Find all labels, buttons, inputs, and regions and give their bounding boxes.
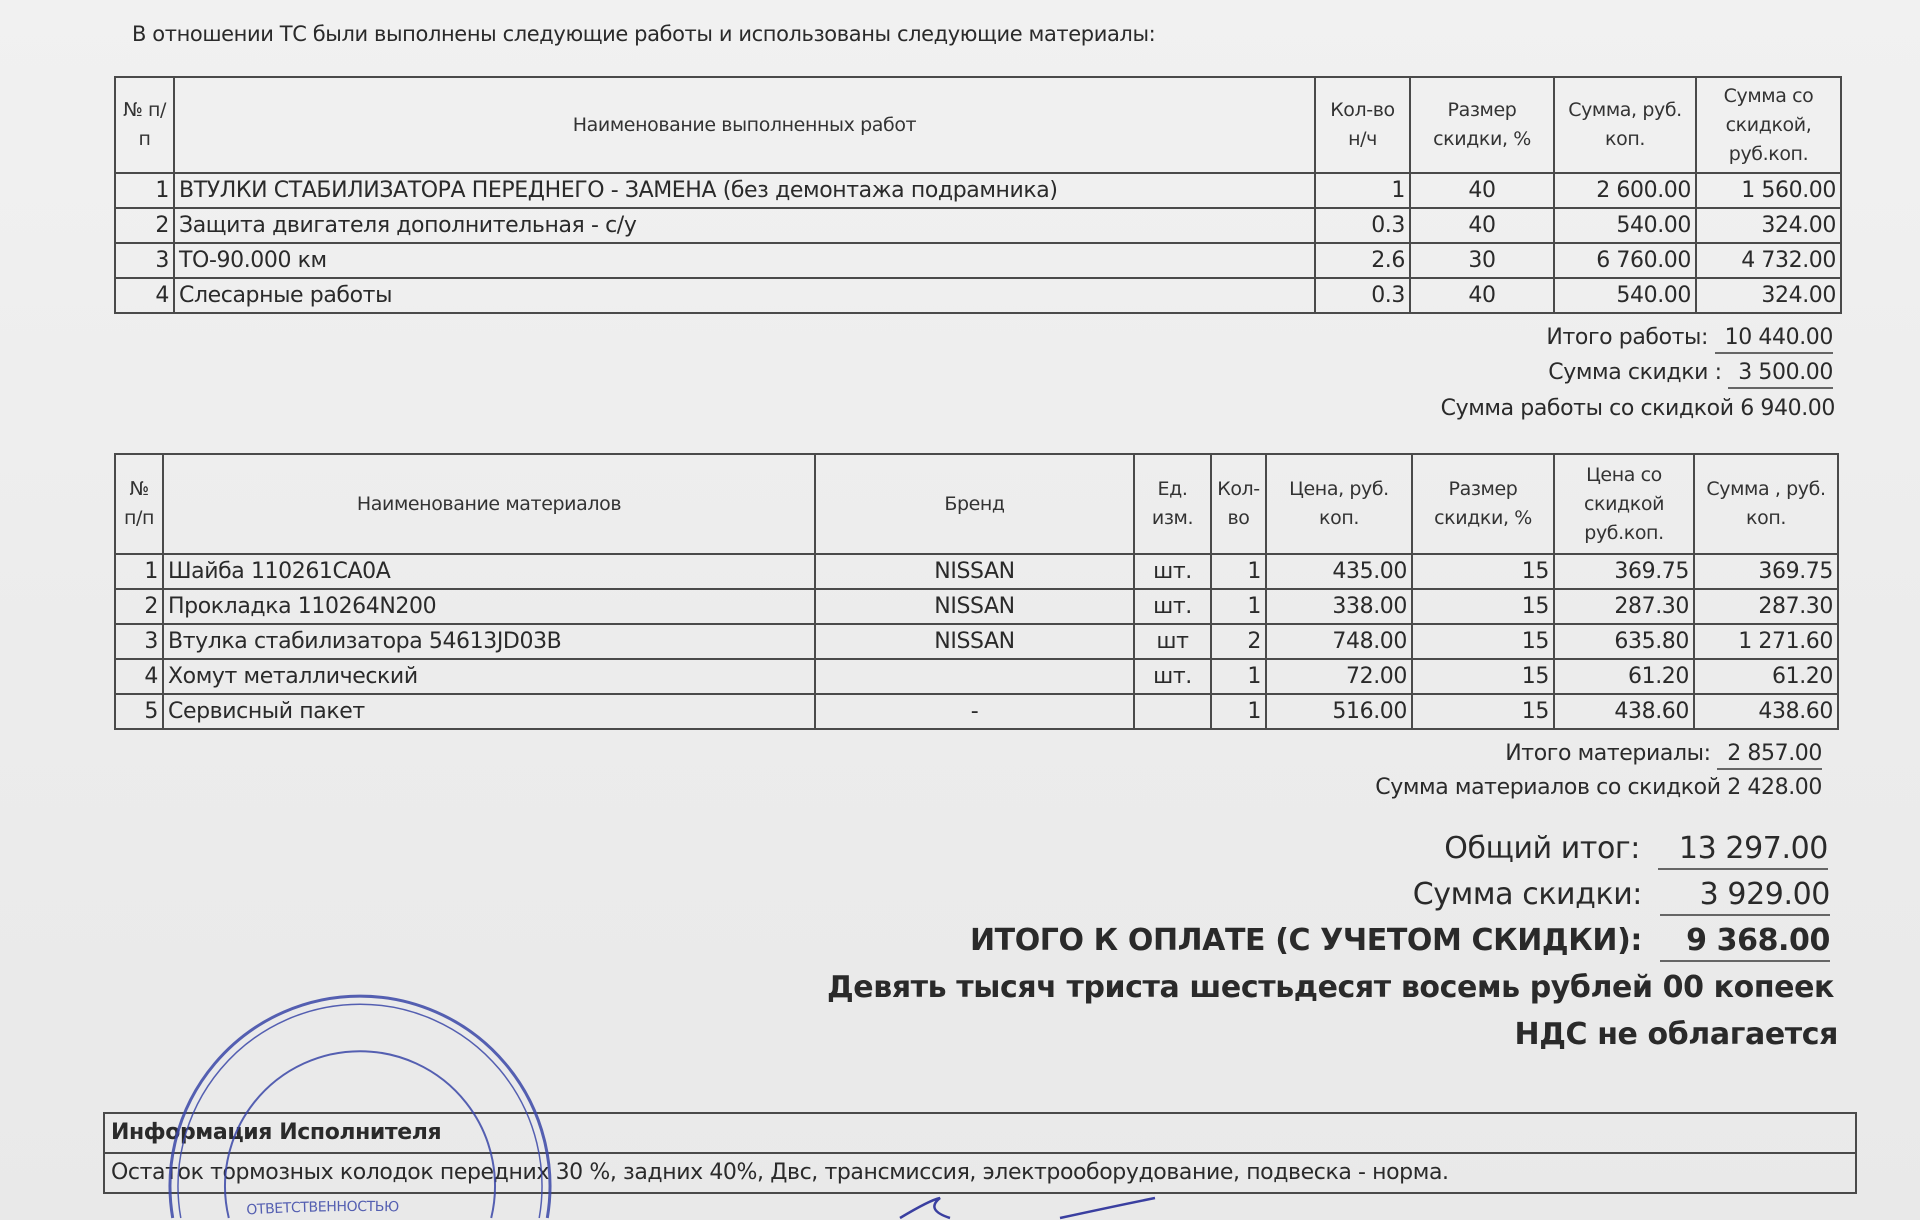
works-header-cell: Сумма, руб. коп.: [1554, 77, 1696, 173]
materials-total-label: Итого материалы:: [1505, 741, 1711, 766]
materials-cell: Прокладка 110264N200: [163, 589, 815, 624]
works-cell: 1: [115, 173, 174, 208]
works-net-value: 6 940.00: [1740, 396, 1835, 421]
materials-cell: 435.00: [1266, 554, 1412, 589]
works-cell: 3: [115, 243, 174, 278]
materials-cell: NISSAN: [815, 554, 1134, 589]
works-cell: 30: [1410, 243, 1554, 278]
vat-note: НДС не облагается: [1514, 1017, 1838, 1052]
amount-in-words: Девять тысяч триста шестьдесят восемь рублей 00 копеек: [826, 970, 1834, 1005]
works-cell: 0.3: [1315, 278, 1410, 313]
materials-cell: шт.: [1134, 589, 1211, 624]
works-discount-value: 3 500.00: [1728, 359, 1833, 389]
works-table: [114, 76, 1842, 314]
works-cell: 324.00: [1696, 278, 1841, 313]
materials-cell: 15: [1412, 554, 1554, 589]
materials-cell: 15: [1412, 659, 1554, 694]
works-cell: 6 760.00: [1554, 243, 1696, 278]
materials-cell: Втулка стабилизатора 54613JD03B: [163, 624, 815, 659]
materials-row: [115, 589, 1838, 624]
materials-cell: 1: [1211, 659, 1266, 694]
works-row: [115, 278, 1841, 313]
works-net: [1441, 395, 1835, 423]
works-header-cell: Размер скидки, %: [1410, 77, 1554, 173]
materials-total: [1505, 740, 1822, 770]
stamp-text: [246, 1199, 399, 1219]
works-row: [115, 208, 1841, 243]
materials-total-value: 2 857.00: [1717, 740, 1822, 770]
materials-cell: 3: [115, 624, 163, 659]
materials-header-cell: № п/п: [115, 454, 163, 554]
summary-discount-value: 3 929.00: [1660, 876, 1830, 916]
works-cell: 4: [115, 278, 174, 313]
materials-cell: 15: [1412, 624, 1554, 659]
materials-cell: 1: [115, 554, 163, 589]
materials-cell: 1: [1211, 589, 1266, 624]
materials-net: [1375, 774, 1822, 802]
stamp-text-path: ОТВЕТСТВЕННОСТЬЮ: [245, 1198, 399, 1219]
materials-cell: 369.75: [1554, 554, 1694, 589]
contractor-info-text: Остаток тормозных колодок передних 30 %, задних 40%, Двс, трансмиссия, электрооборудование, подвеска - норма.: [111, 1160, 1449, 1185]
materials-header-cell: Кол-во: [1211, 454, 1266, 554]
amount-due-label: ИТОГО К ОПЛАТЕ (С УЧЕТОМ СКИДКИ):: [969, 923, 1642, 958]
materials-cell: шт.: [1134, 554, 1211, 589]
materials-cell: шт.: [1134, 659, 1211, 694]
materials-header-row: [115, 454, 1838, 554]
works-cell: 540.00: [1554, 208, 1696, 243]
works-row: [115, 173, 1841, 208]
contractor-info-title: Информация Исполнителя: [105, 1114, 1855, 1154]
materials-cell: 2: [115, 589, 163, 624]
materials-header-cell: Наименование материалов: [163, 454, 815, 554]
materials-cell: 1: [1211, 554, 1266, 589]
amount-due: [970, 922, 1830, 962]
materials-cell: NISSAN: [815, 589, 1134, 624]
materials-header-cell: Цена, руб. коп.: [1266, 454, 1412, 554]
materials-cell: [1134, 694, 1211, 729]
materials-cell: 438.60: [1694, 694, 1838, 729]
materials-header-cell: Сумма , руб. коп.: [1694, 454, 1838, 554]
works-cell: 2.6: [1315, 243, 1410, 278]
materials-cell: Шайба 110261CA0A: [163, 554, 815, 589]
materials-cell: 516.00: [1266, 694, 1412, 729]
materials-cell: 15: [1412, 694, 1554, 729]
materials-cell: 287.30: [1554, 589, 1694, 624]
works-row: [115, 243, 1841, 278]
works-cell: Слесарные работы: [174, 278, 1315, 313]
materials-cell: 748.00: [1266, 624, 1412, 659]
works-header-row: [115, 77, 1841, 173]
works-cell: 324.00: [1696, 208, 1841, 243]
materials-row: [115, 659, 1838, 694]
grand-total-value: 13 297.00: [1658, 830, 1828, 870]
works-cell: 4 732.00: [1696, 243, 1841, 278]
amount-due-value: 9 368.00: [1660, 922, 1830, 962]
summary-discount: [1413, 876, 1830, 916]
materials-cell: [815, 659, 1134, 694]
intro-text: В отношении ТС были выполнены следующие работы и использованы следующие материалы:: [132, 22, 1156, 46]
works-discount: [1548, 359, 1833, 389]
materials-header-cell: Цена со скидкой руб.коп.: [1554, 454, 1694, 554]
works-header-cell: Кол-во н/ч: [1315, 77, 1410, 173]
works-total-label: Итого работы:: [1546, 325, 1709, 350]
works-cell: ВТУЛКИ СТАБИЛИЗАТОРА ПЕРЕДНЕГО - ЗАМЕНА (без демонтажа подрамника): [174, 173, 1315, 208]
works-cell: 0.3: [1315, 208, 1410, 243]
works-header-cell: Сумма со скидкой, руб.коп.: [1696, 77, 1841, 173]
signature-icon: [900, 1198, 1155, 1218]
materials-cell: 635.80: [1554, 624, 1694, 659]
materials-cell: 72.00: [1266, 659, 1412, 694]
materials-cell: 438.60: [1554, 694, 1694, 729]
works-net-label: Сумма работы со скидкой: [1440, 396, 1734, 421]
works-cell: 40: [1410, 278, 1554, 313]
materials-cell: 1 271.60: [1694, 624, 1838, 659]
contractor-info-box: [103, 1112, 1857, 1194]
materials-table: [114, 453, 1839, 730]
materials-header-cell: Ед. изм.: [1134, 454, 1211, 554]
materials-net-label: Сумма материалов со скидкой: [1375, 775, 1721, 800]
works-cell: Защита двигателя дополнительная - с/у: [174, 208, 1315, 243]
works-total-value: 10 440.00: [1715, 324, 1833, 354]
grand-total: [1444, 830, 1828, 870]
works-cell: 1 560.00: [1696, 173, 1841, 208]
works-cell: 1: [1315, 173, 1410, 208]
works-total: [1546, 324, 1833, 354]
materials-row: [115, 554, 1838, 589]
works-cell: 540.00: [1554, 278, 1696, 313]
materials-cell: 15: [1412, 589, 1554, 624]
materials-cell: Хомут металлический: [163, 659, 815, 694]
works-cell: 2: [115, 208, 174, 243]
works-header-cell: Наименование выполненных работ: [174, 77, 1315, 173]
materials-cell: -: [815, 694, 1134, 729]
materials-cell: NISSAN: [815, 624, 1134, 659]
materials-net-value: 2 428.00: [1727, 775, 1822, 800]
materials-cell: 2: [1211, 624, 1266, 659]
materials-cell: 4: [115, 659, 163, 694]
works-cell: 40: [1410, 208, 1554, 243]
grand-total-label: Общий итог:: [1444, 831, 1640, 866]
materials-cell: 369.75: [1694, 554, 1838, 589]
works-cell: ТО-90.000 км: [174, 243, 1315, 278]
materials-cell: 287.30: [1694, 589, 1838, 624]
materials-cell: Сервисный пакет: [163, 694, 815, 729]
materials-cell: 61.20: [1694, 659, 1838, 694]
materials-cell: шт: [1134, 624, 1211, 659]
materials-header-cell: Размер скидки, %: [1412, 454, 1554, 554]
works-cell: 2 600.00: [1554, 173, 1696, 208]
materials-row: [115, 624, 1838, 659]
materials-header-cell: Бренд: [815, 454, 1134, 554]
works-header-cell: № п/п: [115, 77, 174, 173]
materials-row: [115, 694, 1838, 729]
materials-cell: 338.00: [1266, 589, 1412, 624]
materials-cell: 1: [1211, 694, 1266, 729]
works-discount-label: Сумма скидки :: [1548, 360, 1722, 385]
summary-discount-label: Сумма скидки:: [1412, 877, 1642, 912]
materials-cell: 61.20: [1554, 659, 1694, 694]
materials-cell: 5: [115, 694, 163, 729]
works-cell: 40: [1410, 173, 1554, 208]
